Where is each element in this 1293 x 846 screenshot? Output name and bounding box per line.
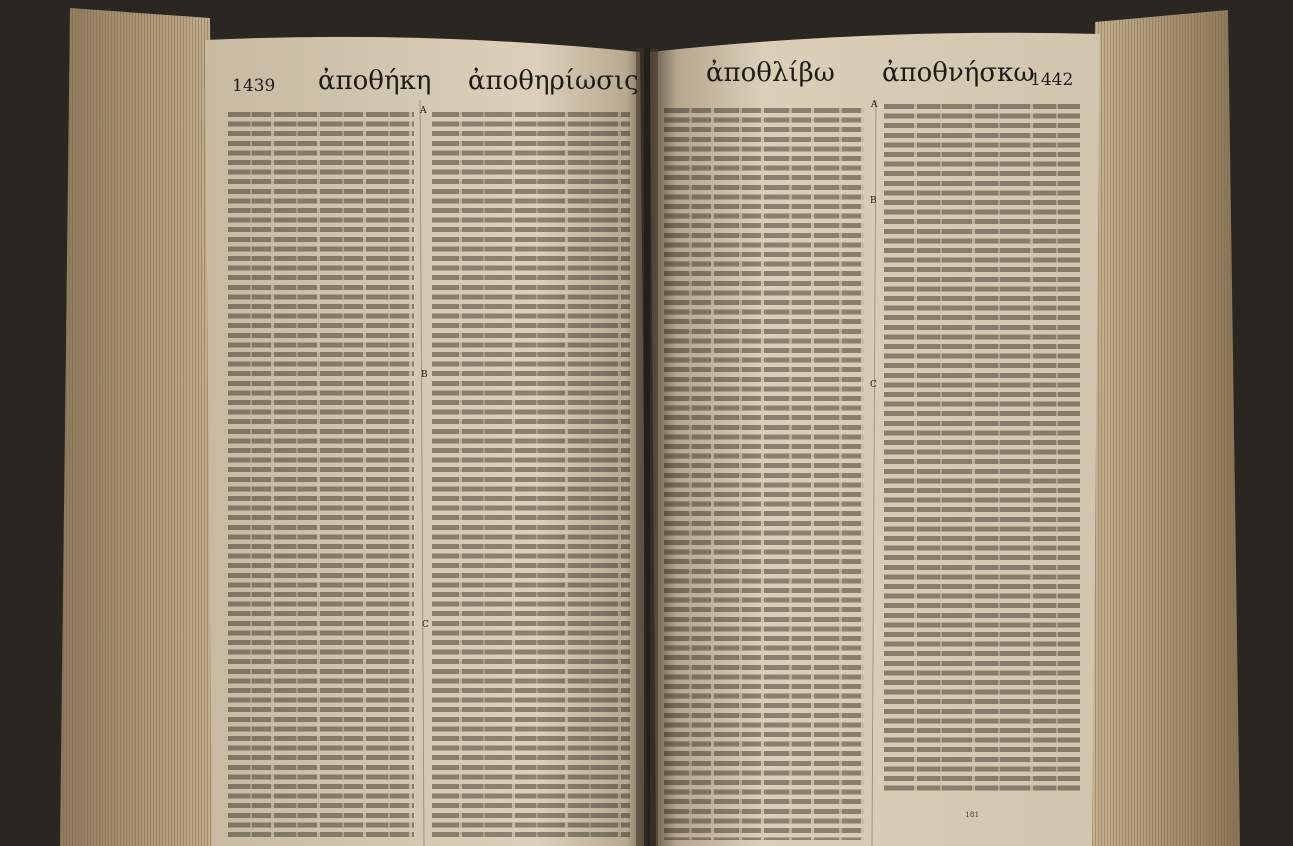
right-column-mark-b: B: [870, 196, 877, 206]
left-page-number: 1439: [232, 76, 276, 96]
right-column-mark-a: A: [871, 100, 878, 110]
left-page-column-1: [228, 112, 414, 840]
right-headword-left: ἀποθλίβω: [706, 58, 835, 88]
right-page-signature: 181: [965, 810, 980, 819]
left-headword-right: ἀποθηρίωσις: [468, 66, 639, 96]
left-column-mark-a: A: [420, 106, 427, 116]
left-page-column-2: [432, 112, 630, 840]
right-column-mark-c: C: [870, 380, 877, 390]
right-page-column-2: [884, 104, 1080, 794]
right-headword-right: ἀποθνήσκω: [882, 58, 1035, 88]
left-headword-left: ἀποθήκη: [318, 66, 432, 96]
left-column-mark-c: C: [422, 620, 429, 630]
right-page-number: 1442: [1030, 70, 1074, 90]
left-column-mark-b: B: [421, 370, 428, 380]
right-page-column-1: [664, 108, 864, 840]
